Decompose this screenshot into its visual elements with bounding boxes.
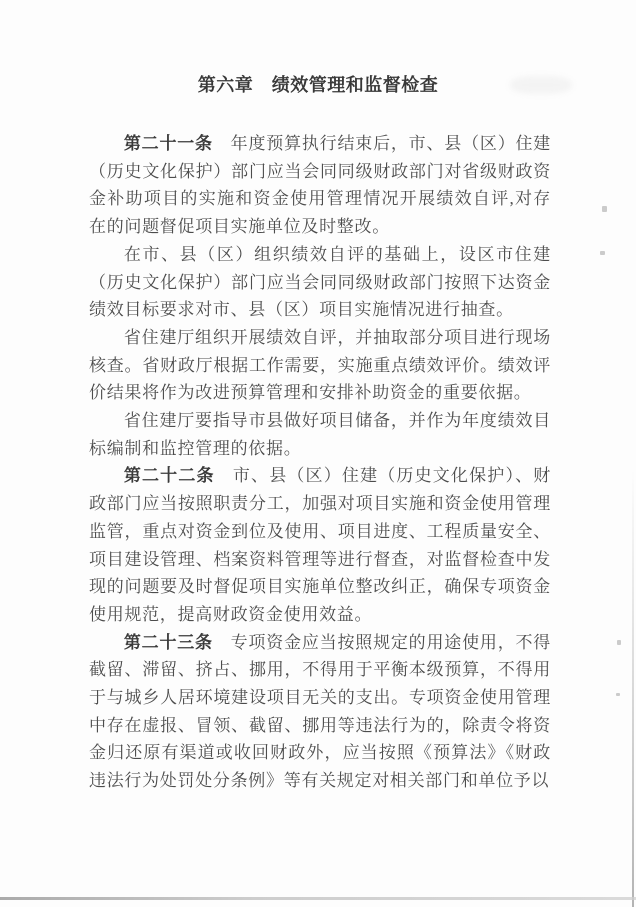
article-number: 第二十三条 [123,632,213,652]
page-right-edge-shadow [632,470,634,907]
article-paragraph: 第二十二条 市、县（区）住建（历史文化保护）、财政部门应当按照职责分工，加强对项目实施和资金使用管理监管，重点对资金到位及使用、项目进度、工程质量安全、项目建设管理、档案资料管理等进行督查，对监督检查中发现的问题要及时督促项目实施单位整改纠正，确保专项资金使用规范，提高财政资金使用效益。 [89,466,551,624]
scan-speck [616,693,620,696]
scan-speck [617,640,621,645]
article-paragraph: 第二十一条 年度预算执行结束后，市、县（区）住建（历史文化保护）部门应当会同同级财政部门对省级财政资金补助项目的实施和资金使用管理情况开展绩效自评,对存在的问题督促项目实施单位及时整改。 [89,134,551,237]
chapter-title: 第六章 绩效管理和监督检查 [197,75,439,95]
article-number: 第二十一条 [123,134,213,153]
scan-speck [602,206,607,212]
scan-speck [600,251,605,255]
article-number: 第二十二条 [123,466,215,486]
scan-smudge [510,76,572,94]
document-body [89,130,551,795]
body-paragraph: 省住建厅要指导市县做好项目储备，并作为年度绩效目标编制和监控管理的依据。 [89,411,551,458]
article-paragraph: 第二十三条 专项资金应当按照规定的用途使用，不得截留、滞留、挤占、挪用，不得用于平衡本级预算，不得用于与城乡人居环境建设项目无关的支出。专项资金使用管理中存在虚报、冒领、截留、挪用等违法行为的，除责令将资金归还原有渠道或收回财政外，应当按照《预算法》《财政违法行为处罚处分条例》等有关规定对相关部门和单位予以 [89,632,551,791]
body-paragraph: 省住建厅组织开展绩效自评，并抽取部分项目进行现场核查。省财政厅根据工作需要，实施重点绩效评价。绩效评价结果将作为改进预算管理和安排补助资金的重要依据。 [89,327,551,403]
page-bottom-edge-shadow [0,897,636,900]
body-paragraph: 在市、县（区）组织绩效自评的基础上，设区市住建（历史文化保护）部门应当会同同级财政部门按照下达资金绩效目标要求对市、县（区）项目实施情况进行抽查。 [89,244,551,320]
